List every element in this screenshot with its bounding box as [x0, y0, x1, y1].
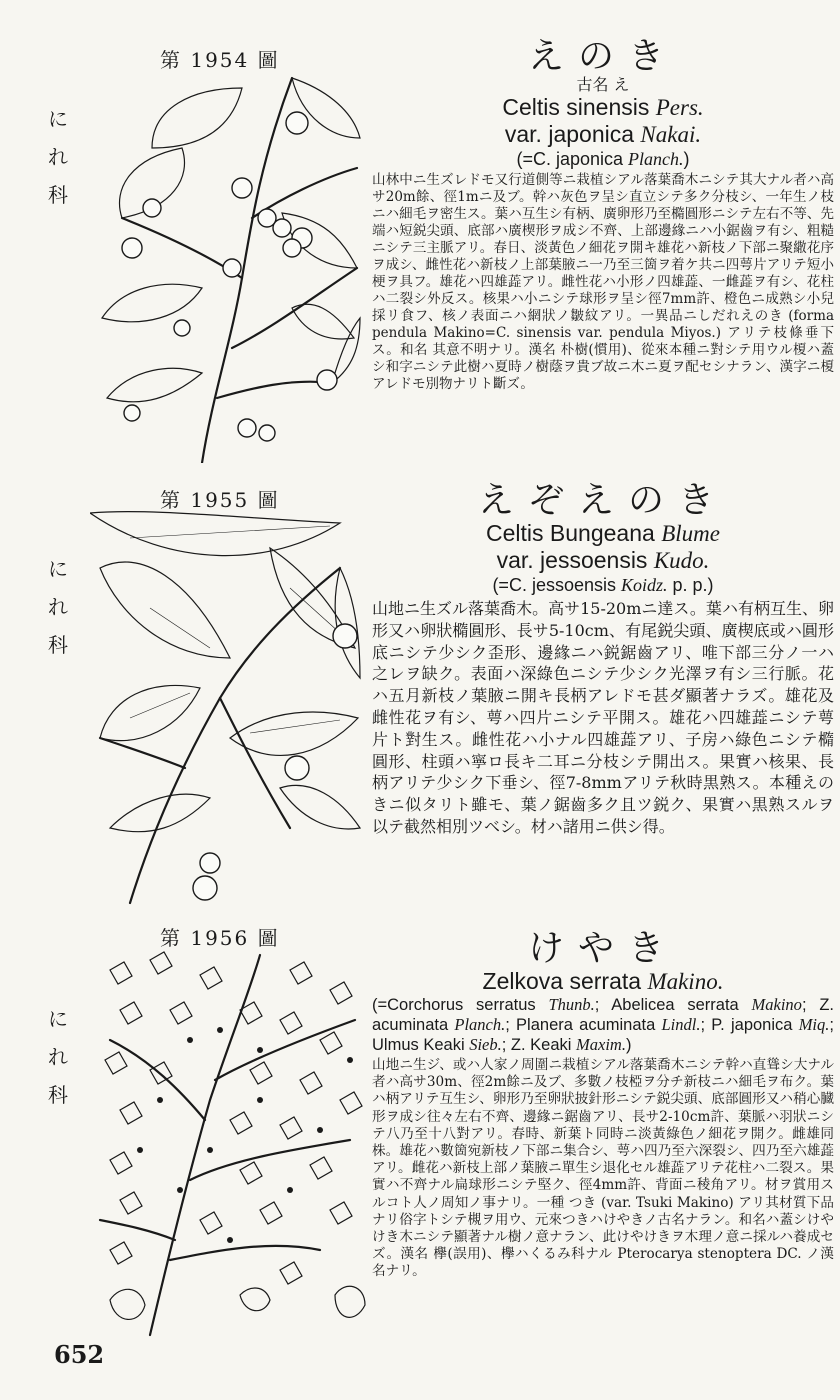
family-char: 科: [48, 1083, 68, 1107]
japanese-name: けやき: [527, 928, 678, 969]
synonym: (=C. japonica Planch.): [516, 149, 690, 169]
illustration-keyaki: [90, 950, 370, 1340]
synonym: (=C. jessoensis Koidz. p. p.): [492, 575, 714, 595]
entry-1955: [372, 482, 834, 838]
family-char: に: [48, 1007, 68, 1031]
figure-label-1955: 第 1955 圖: [160, 488, 280, 512]
old-name: 古名 え: [576, 75, 630, 94]
figure-label-1956: 第 1956 圖: [160, 926, 280, 950]
illustration-enoki: [92, 68, 362, 463]
description: 山林中ニ生ズレドモ又行道側等ニ栽植シアル落葉喬木ニシテ其大ナル者ハ高サ20m餘、徑1mニ及ブ。幹ハ灰色ヲ呈シ直立シテ多ク分枝シ、一年生ノ枝ニハ細毛ヲ密生ス。葉ハ互生シ有柄、廣卵形乃至橢圓形ニシテ左右不等、先端ハ短鋭尖頭、底部ハ廣楔形ヲ成シ不齊、上部邊緣ニハ小鋸齒ヲ有シ、粗糙ニシテ三主脈アリ。春日、淡黃色ノ細花ヲ開キ雄花ハ新枝ノ下部ニ聚繖花序ヲ成シ、雌性花ハ新枝ノ上部葉腋ニ一乃至三箇ヲ着ケ共ニ四萼片アリテ短小梗ヲ具フ。雄花ハ四雄蕋アリ。雌性花ハ小形ノ四雄蕋、一雌蕋ヲ有シ、花柱ハ二裂シ外反ス。核果ハ小ニシテ球形ヲ呈シ徑7mm許、橙色ニ成熟シ小兒採リ食フ、核ノ表面ニハ網狀ノ皺紋アリ。一異品ニしだれえのき (forma pendula Makino=C. sinensis var. pendula Miyos.) アリテ枝條垂下ス。和名 其意不明ナリ。漢名 朴樹(慣用)、從來本種ニ對シテ用ウル榎ハ蓋シ和字ニシテ此樹ハ夏時ノ樹蔭ヲ貴ブ故ニ木ニ夏ヲ配セシナラン、漢字ニ榎アレドモ別物ナリト斷ズ。: [372, 172, 834, 392]
family-char: に: [48, 557, 68, 581]
family-label-3: [46, 1000, 70, 1114]
scientific-name-line-1: Zelkova serrata Makino.: [482, 968, 724, 994]
entry-1954: [372, 38, 834, 393]
description: 山地ニ生ジ、或ハ人家ノ周圍ニ栽植シアル落葉喬木ニシテ幹ハ直聳シ大ナル者ハ高サ30m、徑2m餘ニ及ブ、多數ノ枝椏ヲ分チ新枝ニハ細毛ヲ布ク。葉ハ柄アリテ互生シ、卵形乃至卵狀披針形ニシテ鋭尖頭、底部圓形又ハ稍心臓形ヲ成シ往々左右不齊、邊緣ニ鋸齒アリ、長サ2-10cm許、葉脈ハ羽狀ニシテ八乃至十八對アリ。春時、新葉ト同時ニ淡黃綠色ノ細花ヲ開ク。雌雄同株。雄花ハ數箇宛新枝ノ下部ニ集合シ、萼ハ四乃至六深裂シ、四乃至六雄蕋アリ。雌花ハ新枝上部ノ葉腋ニ單生シ退化セル雄蕋アリテ花柱ハ二裂ス。果實ハ不齊ナル扁球形ニシテ堅ク、徑4mm許、背面ニ稜角アリ。材ヲ賞用スルコト人ノ周知ノ事ナリ。一種 つき (var. Tsuki Makino) アリ其材質下品ナリ俗字トシテ槻ヲ用ウ、元來つきハけやきノ古名ナラン。和名ハ蓋シけやけき木ニシテ顯著ナル樹ノ意ナラン、此けやけきヲ木理ノ意ニ採ルハ養成セズ。漢名 欅(誤用)、欅ハくるみ科ナル Pterocarya stenoptera DC. ノ漢名ナリ。: [372, 1057, 834, 1280]
family-char: れ: [48, 595, 68, 619]
page-number: 652: [54, 1340, 105, 1369]
family-char: に: [48, 107, 68, 131]
family-char: れ: [48, 1045, 68, 1069]
description: 山地ニ生ズル落葉喬木。高サ15-20mニ達ス。葉ハ有柄互生、卵形又ハ卵狀橢圓形、長サ5-10cm、有尾鋭尖頭、廣楔底或ハ圓形底ニシテ少シク歪形、邊緣ニハ鋭鋸齒アリ、唯下部三分ノ一ハ之レヲ缺ク。表面ハ深綠色ニシテ少シク光澤ヲ有シ三行脈。花ハ五月新枝ノ葉腋ニ開キ長柄アレドモ甚ダ顯著ナラズ。雄花及雌性花ヲ有シ、萼ハ四片ニシテ平開ス。雄花ハ四雄蕋ニシテ萼片ト對生ス。雌性花ハ小ナル四雄蕋アリ、子房ハ綠色ニシテ橢圓形、柱頭ハ寧ロ長キ二耳ニ分枝シテ開出ス。果實ハ核果、長柄アリテ少シク下垂シ、徑7-8mmアリテ秋時黒熟ス。本種えのきニ似タリト雖モ、葉ノ鋸齒多ク且ツ鋭ク、果實ハ黒熟スルヲ以テ截然相別ツベシ。材ハ諸用ニ供シ得。: [372, 599, 834, 836]
scientific-name-line-2: var. jessoensis Kudo.: [496, 547, 710, 573]
family-label-2: [46, 550, 70, 664]
family-char: れ: [48, 145, 68, 169]
illustration-ezoenoki: [90, 508, 365, 908]
japanese-name: えのき: [527, 36, 678, 77]
scientific-name-line-1: Celtis sinensis Pers.: [502, 94, 704, 120]
family-label-1: [46, 100, 70, 214]
japanese-name: えぞえのき: [477, 480, 728, 521]
family-char: 科: [48, 633, 68, 657]
scientific-name-line-2: var. japonica Nakai.: [504, 121, 702, 147]
family-char: 科: [48, 183, 68, 207]
entry-1956: [372, 930, 834, 1281]
synonym: (=Corchorus serratus Thunb.; Abelicea serrata Makino; Z. acuminata Planch.; Planera acuminata Lindl.; P. japonica Miq.; Ulmus Keaki Sieb.; Z. Keaki Maxim.): [372, 995, 834, 1054]
scientific-name-line-1: Celtis Bungeana Blume: [486, 520, 720, 546]
figure-label-1954: 第 1954 圖: [160, 48, 280, 72]
